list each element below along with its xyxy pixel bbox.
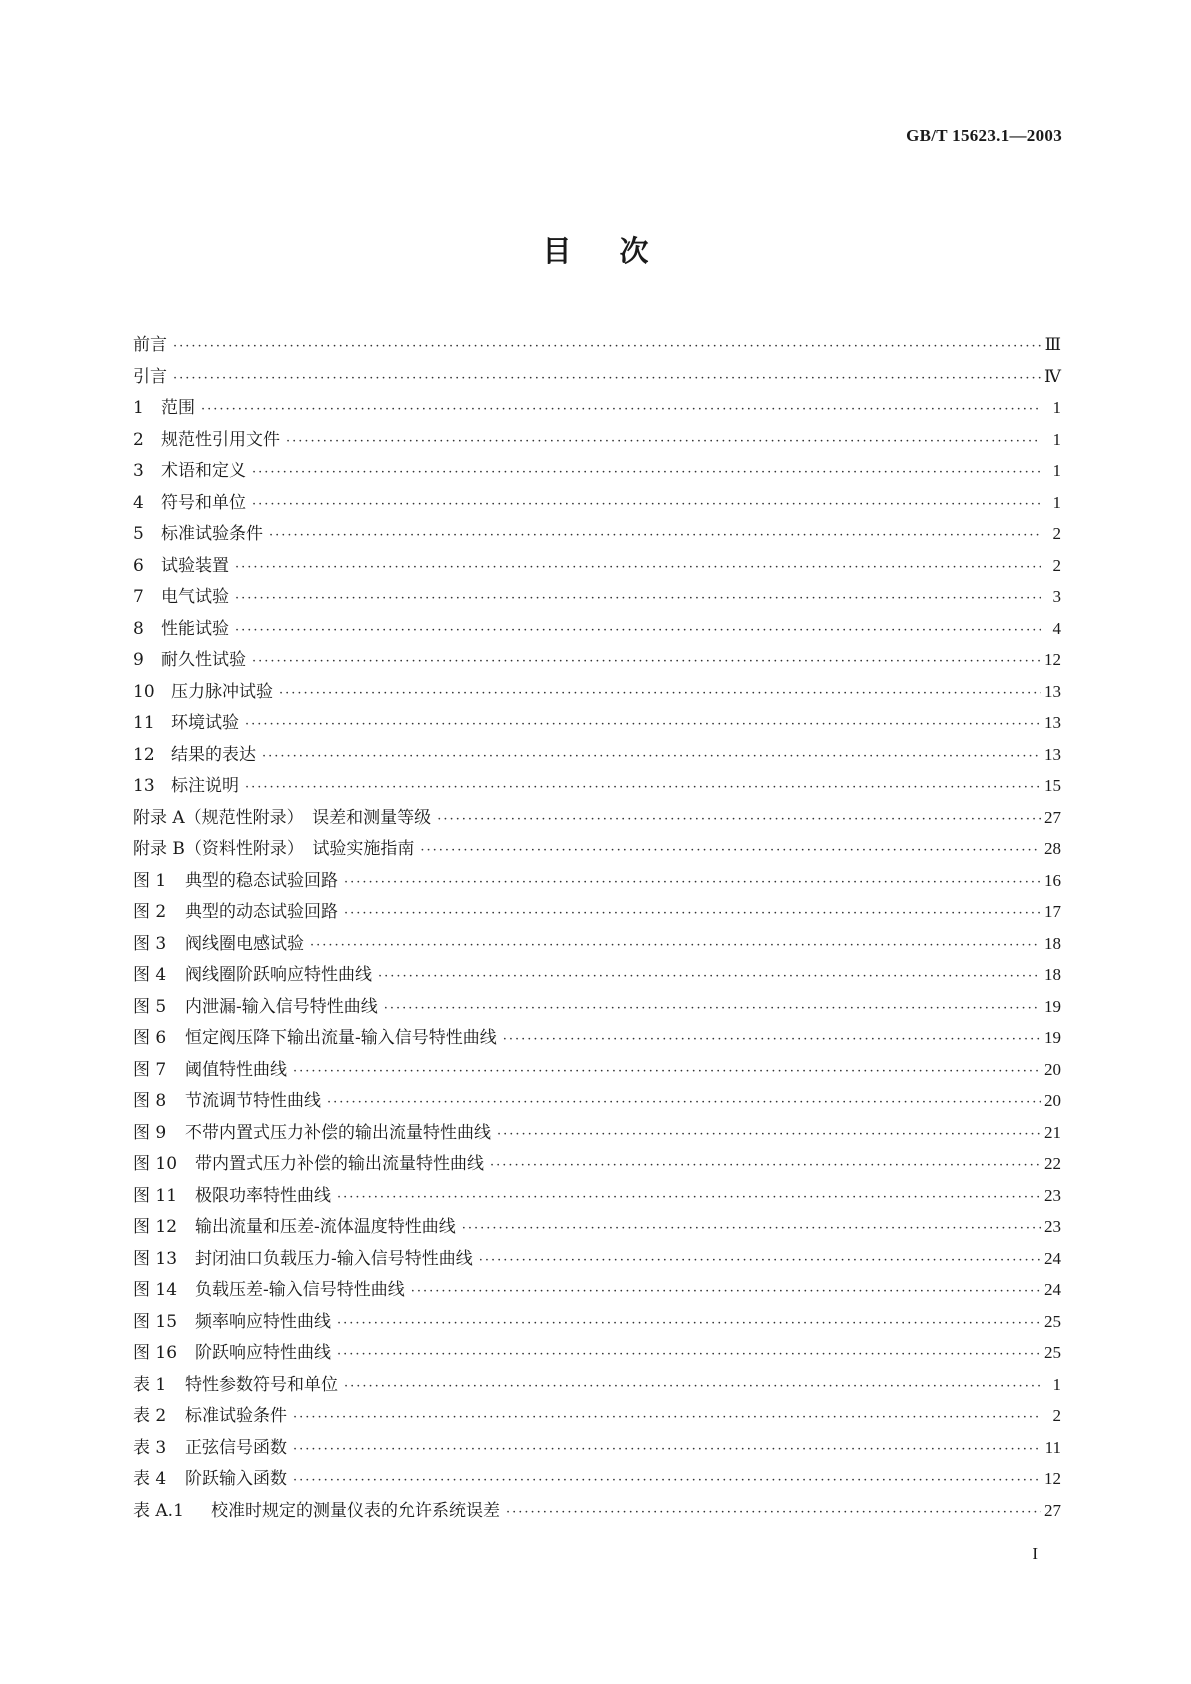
toc-entry[interactable]	[133, 834, 1061, 866]
toc-entry-label: 频率响应特性曲线	[195, 1311, 331, 1332]
toc-entry-number: 图 1	[133, 870, 167, 891]
toc-entry-label: 规范性引用文件	[161, 429, 280, 450]
page-folio: I	[1032, 1544, 1038, 1563]
toc-entry-number: 10	[133, 681, 155, 702]
toc-entry-page: 18	[1044, 965, 1061, 984]
toc-entry[interactable]	[133, 1212, 1061, 1244]
toc-entry-page: 13	[1044, 713, 1061, 732]
toc-dot-leader	[378, 969, 1041, 984]
toc-entry-label: 极限功率特性曲线	[195, 1185, 331, 1206]
table-of-contents	[133, 330, 1061, 1527]
toc-dot-leader	[286, 434, 1041, 449]
toc-entry-label: 压力脉冲试验	[171, 681, 273, 702]
toc-entry[interactable]	[133, 929, 1061, 961]
toc-dot-leader	[262, 749, 1041, 764]
toc-dot-leader	[252, 465, 1041, 480]
toc-entry-label: 阀线圈电感试验	[185, 933, 304, 954]
toc-dot-leader	[245, 717, 1041, 732]
toc-entry-page: 4	[1052, 618, 1061, 638]
toc-entry[interactable]	[133, 866, 1061, 898]
toc-entry-page: 24	[1044, 1248, 1061, 1268]
toc-entry-page: 23	[1044, 1217, 1061, 1236]
toc-entry[interactable]	[133, 740, 1061, 772]
toc-entry-label: 节流调节特性曲线	[185, 1091, 321, 1111]
toc-entry-number: 11	[133, 713, 155, 733]
toc-entry[interactable]	[133, 1086, 1061, 1118]
toc-dot-leader	[293, 1442, 1041, 1457]
toc-entry-number: 表 4	[133, 1469, 167, 1489]
toc-entry-number: 图 6	[133, 1028, 167, 1048]
toc-entry-page: 21	[1044, 1122, 1061, 1142]
toc-entry-label: 阶跃响应特性曲线	[195, 1343, 331, 1363]
toc-entry-page: Ⅲ	[1044, 335, 1061, 354]
toc-entry-label: 校准时规定的测量仪表的允许系统误差	[211, 1500, 500, 1521]
toc-entry-number: 表 1	[133, 1374, 167, 1395]
toc-dot-leader	[420, 843, 1041, 858]
toc-entry[interactable]	[133, 803, 1061, 835]
toc-entry-number: 图 3	[133, 933, 167, 954]
toc-dot-leader	[462, 1221, 1041, 1236]
page-title: 目次	[542, 234, 697, 268]
toc-entry[interactable]	[133, 1338, 1061, 1370]
toc-dot-leader	[269, 528, 1041, 543]
toc-entry[interactable]	[133, 1433, 1061, 1465]
toc-dot-leader	[201, 402, 1041, 417]
toc-entry-page: 2	[1052, 524, 1061, 543]
toc-entry-page: 12	[1044, 1469, 1061, 1488]
toc-entry-label: 标准试验条件	[161, 524, 263, 544]
toc-entry-label: 附录 B（资料性附录） 试验实施指南	[133, 839, 415, 859]
toc-entry[interactable]	[133, 330, 1061, 362]
toc-entry-number: 图 2	[133, 902, 167, 922]
toc-dot-leader	[235, 560, 1041, 575]
toc-entry[interactable]	[133, 1275, 1061, 1307]
toc-entry[interactable]	[133, 425, 1061, 457]
toc-entry[interactable]	[133, 1401, 1061, 1433]
toc-entry-page: 2	[1052, 1406, 1061, 1425]
toc-entry-label: 试验装置	[161, 555, 229, 576]
toc-entry-label: 封闭油口负载压力-输入信号特性曲线	[195, 1248, 473, 1269]
toc-dot-leader	[235, 591, 1041, 606]
toc-entry-label: 内泄漏-输入信号特性曲线	[185, 996, 378, 1017]
toc-entry-label: 特性参数符号和单位	[185, 1374, 338, 1395]
toc-entry-label: 典型的动态试验回路	[185, 902, 338, 922]
toc-entry[interactable]	[133, 960, 1061, 992]
toc-entry[interactable]	[133, 456, 1061, 488]
toc-dot-leader	[503, 1032, 1041, 1047]
toc-entry-number: 8	[133, 618, 144, 639]
toc-dot-leader	[506, 1505, 1041, 1520]
toc-entry[interactable]	[133, 551, 1061, 583]
toc-entry[interactable]	[133, 393, 1061, 425]
toc-entry-label: 耐久性试验	[161, 650, 246, 670]
toc-entry-page: 18	[1044, 933, 1061, 953]
toc-entry-number: 9	[133, 650, 144, 670]
toc-entry-number: 1	[133, 398, 144, 418]
toc-entry-label: 环境试验	[171, 713, 239, 733]
toc-entry-number: 图 15	[133, 1311, 178, 1332]
toc-entry[interactable]	[133, 677, 1061, 709]
toc-entry-number: 图 13	[133, 1248, 178, 1269]
toc-entry-page: 25	[1044, 1343, 1061, 1362]
toc-entry[interactable]	[133, 708, 1061, 740]
toc-dot-leader	[437, 812, 1041, 827]
toc-entry[interactable]	[133, 1055, 1061, 1087]
toc-entry-label: 符号和单位	[161, 492, 246, 513]
toc-entry[interactable]	[133, 1307, 1061, 1339]
toc-dot-leader	[245, 780, 1041, 795]
toc-entry-label: 负载压差-输入信号特性曲线	[195, 1280, 405, 1300]
toc-entry-page: 1	[1052, 492, 1061, 512]
toc-entry[interactable]	[133, 897, 1061, 929]
toc-entry[interactable]	[133, 362, 1061, 394]
toc-dot-leader	[235, 623, 1041, 638]
toc-dot-leader	[497, 1127, 1041, 1142]
toc-entry-label: 引言	[133, 366, 167, 387]
toc-entry-label: 阈值特性曲线	[185, 1059, 287, 1080]
toc-entry-number: 6	[133, 555, 144, 576]
toc-entry-page: 13	[1044, 681, 1061, 701]
toc-dot-leader	[279, 686, 1041, 701]
toc-entry-label: 术语和定义	[161, 461, 246, 481]
toc-dot-leader	[337, 1347, 1041, 1362]
toc-entry-page: 15	[1044, 776, 1061, 795]
toc-entry[interactable]	[133, 1244, 1061, 1276]
toc-entry-number: 图 16	[133, 1343, 178, 1363]
toc-entry-page: 27	[1044, 1500, 1061, 1520]
toc-entry-label: 典型的稳态试验回路	[185, 870, 338, 891]
toc-entry-page: 13	[1044, 744, 1061, 764]
toc-entry[interactable]	[133, 1118, 1061, 1150]
toc-entry-label: 性能试验	[161, 618, 229, 639]
toc-entry-label: 输出流量和压差-流体温度特性曲线	[195, 1217, 456, 1237]
toc-entry-page: 20	[1044, 1091, 1061, 1110]
toc-entry-label: 标准试验条件	[185, 1406, 287, 1426]
toc-entry-number: 12	[133, 744, 155, 765]
toc-entry-page: 20	[1044, 1059, 1061, 1079]
toc-entry-page: 17	[1044, 902, 1061, 921]
toc-entry-label: 阶跃输入函数	[185, 1469, 287, 1489]
toc-dot-leader	[173, 339, 1041, 354]
toc-entry-number: 7	[133, 587, 144, 607]
toc-dot-leader	[293, 1410, 1041, 1425]
toc-entry-page: 27	[1044, 807, 1061, 827]
toc-entry-number: 图 9	[133, 1122, 167, 1143]
toc-entry-number: 3	[133, 461, 144, 481]
toc-entry-label: 不带内置式压力补偿的输出流量特性曲线	[185, 1122, 491, 1143]
toc-entry-number: 5	[133, 524, 144, 544]
toc-entry-page: 12	[1044, 650, 1061, 669]
toc-entry-label: 范围	[161, 398, 195, 418]
toc-entry-number: 13	[133, 776, 155, 796]
toc-entry-label: 标注说明	[171, 776, 239, 796]
toc-entry-number: 图 5	[133, 996, 167, 1017]
toc-dot-leader	[293, 1064, 1041, 1079]
toc-entry-number: 图 12	[133, 1217, 178, 1237]
toc-entry-page: 25	[1044, 1311, 1061, 1331]
toc-entry[interactable]	[133, 1023, 1061, 1055]
toc-entry[interactable]	[133, 1370, 1061, 1402]
toc-dot-leader	[327, 1095, 1041, 1110]
toc-entry-number: 表 2	[133, 1406, 167, 1426]
toc-entry-page: 1	[1052, 1374, 1061, 1394]
toc-entry-page: 16	[1044, 870, 1061, 890]
toc-entry-number: 表 A.1	[133, 1500, 184, 1521]
toc-entry-label: 恒定阀压降下输出流量-输入信号特性曲线	[185, 1028, 497, 1048]
toc-entry[interactable]	[133, 1181, 1061, 1213]
toc-entry-label: 正弦信号函数	[185, 1437, 287, 1458]
toc-entry-page: 23	[1044, 1185, 1061, 1205]
toc-dot-leader	[411, 1284, 1041, 1299]
toc-entry-label: 结果的表达	[171, 744, 256, 765]
toc-entry[interactable]	[133, 582, 1061, 614]
toc-entry-page: 3	[1052, 587, 1061, 606]
toc-entry[interactable]	[133, 1464, 1061, 1496]
toc-dot-leader	[293, 1473, 1041, 1488]
toc-entry[interactable]	[133, 614, 1061, 646]
toc-dot-leader	[344, 875, 1041, 890]
toc-entry-number: 图 8	[133, 1091, 167, 1111]
toc-entry[interactable]	[133, 1149, 1061, 1181]
toc-dot-leader	[479, 1253, 1041, 1268]
toc-entry-page: 19	[1044, 1028, 1061, 1047]
toc-entry-number: 图 4	[133, 965, 167, 985]
toc-entry-page: Ⅳ	[1044, 366, 1061, 386]
toc-entry-number: 4	[133, 492, 144, 513]
toc-dot-leader	[337, 1316, 1041, 1331]
toc-entry-label: 电气试验	[161, 587, 229, 607]
toc-entry-page: 22	[1044, 1154, 1061, 1173]
toc-entry-page: 28	[1044, 839, 1061, 858]
toc-entry[interactable]	[133, 488, 1061, 520]
toc-dot-leader	[344, 906, 1041, 921]
toc-entry-page: 2	[1052, 555, 1061, 575]
toc-entry[interactable]	[133, 519, 1061, 551]
toc-entry-page: 1	[1052, 429, 1061, 449]
toc-entry-label: 阀线圈阶跃响应特性曲线	[185, 965, 372, 985]
standard-number: GB/T 15623.1—2003	[906, 126, 1062, 145]
toc-dot-leader	[490, 1158, 1041, 1173]
toc-entry-page: 1	[1052, 461, 1061, 480]
toc-entry-number: 图 7	[133, 1059, 167, 1080]
toc-entry-number: 图 14	[133, 1280, 178, 1300]
toc-entry-number: 图 11	[133, 1185, 178, 1206]
toc-entry-label: 附录 A（规范性附录） 误差和测量等级	[133, 807, 432, 828]
toc-entry-label: 前言	[133, 335, 167, 355]
toc-entry-page: 19	[1044, 996, 1061, 1016]
toc-entry[interactable]	[133, 645, 1061, 677]
toc-dot-leader	[310, 938, 1041, 953]
toc-entry-number: 2	[133, 429, 144, 450]
toc-entry[interactable]	[133, 1496, 1061, 1528]
toc-dot-leader	[173, 371, 1041, 386]
toc-entry[interactable]	[133, 771, 1061, 803]
toc-dot-leader	[252, 654, 1041, 669]
toc-entry-page: 1	[1052, 398, 1061, 417]
toc-entry-number: 图 10	[133, 1154, 178, 1174]
toc-entry-page: 24	[1044, 1280, 1061, 1299]
toc-entry-number: 表 3	[133, 1437, 167, 1458]
toc-entry[interactable]	[133, 992, 1061, 1024]
toc-dot-leader	[344, 1379, 1041, 1394]
toc-dot-leader	[384, 1001, 1041, 1016]
toc-entry-page: 11	[1044, 1437, 1061, 1457]
toc-dot-leader	[252, 497, 1041, 512]
toc-dot-leader	[337, 1190, 1041, 1205]
toc-entry-label: 带内置式压力补偿的输出流量特性曲线	[195, 1154, 484, 1174]
